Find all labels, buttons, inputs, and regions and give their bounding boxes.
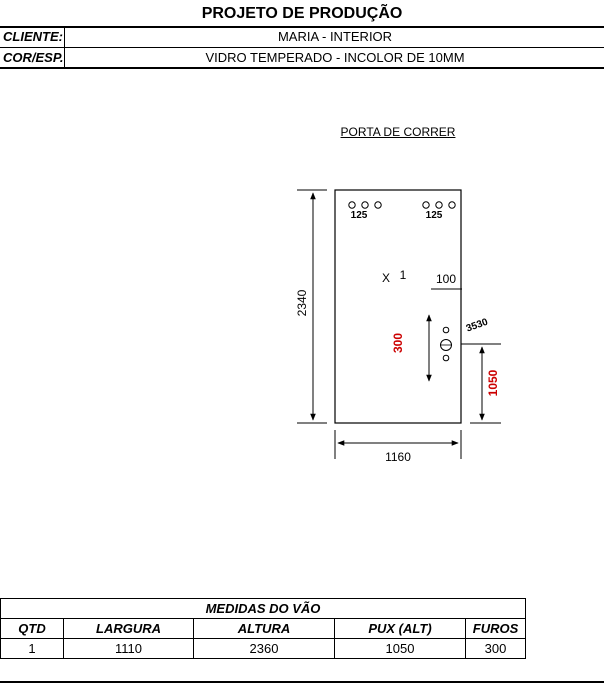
client-label: CLIENTE: <box>3 29 63 44</box>
material-value: VIDRO TEMPERADO - INCOLOR DE 10MM <box>205 50 465 65</box>
quantity-mark: X <box>381 271 391 285</box>
glass-panel-outline <box>335 190 461 423</box>
top-left-holes <box>349 202 381 208</box>
edge-offset-dim: 100 <box>435 272 457 286</box>
cell-largura: 1110 <box>64 639 194 659</box>
handle-code-text: 3530 <box>464 316 490 335</box>
cell-pux: 1050 <box>335 639 466 659</box>
header-furos: FUROS <box>466 619 526 639</box>
header-largura: LARGURA <box>64 619 194 639</box>
width-dimension-text: 1160 <box>385 450 411 464</box>
hole-group-left-dim: 125 <box>350 210 368 221</box>
client-value: MARIA - INTERIOR <box>277 29 393 44</box>
cell-altura: 2360 <box>194 639 335 659</box>
material-label: COR/ESP. <box>3 50 64 65</box>
handle-hole-top <box>443 327 449 333</box>
header-qtd: QTD <box>1 619 64 639</box>
measurements-table <box>0 598 526 659</box>
table-row <box>1 639 526 659</box>
hole-group-right-dim: 125 <box>425 210 443 221</box>
top-right-holes <box>423 202 455 208</box>
handle-spacing-text: 300 <box>391 332 405 354</box>
quantity-value: 1 <box>399 268 407 282</box>
header-altura: ALTURA <box>194 619 335 639</box>
drawing-caption: PORTA DE CORRER <box>340 125 456 139</box>
handle-hole-bottom <box>443 355 449 361</box>
header-pux: PUX (ALT) <box>335 619 466 639</box>
cell-qtd: 1 <box>1 639 64 659</box>
cell-furos: 300 <box>466 639 526 659</box>
page-title: PROJETO DE PRODUÇÃO <box>201 5 403 22</box>
handle-height-text: 1050 <box>486 369 500 397</box>
measurements-title: MEDIDAS DO VÃO <box>1 599 526 619</box>
height-dimension-text: 2340 <box>295 289 309 317</box>
page-bottom-border <box>0 681 604 683</box>
